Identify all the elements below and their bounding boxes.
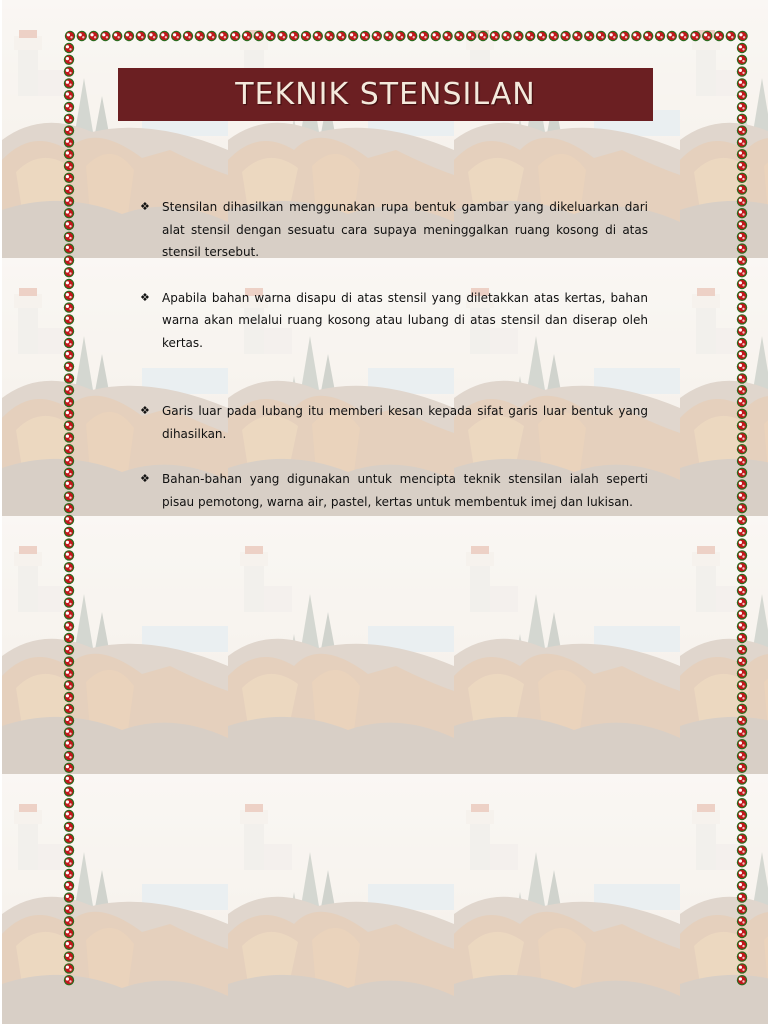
page-title: TEKNIK STENSILAN (235, 77, 536, 112)
list-item (138, 287, 648, 355)
list-item (138, 400, 648, 445)
list-item (138, 468, 648, 513)
list-item (138, 196, 648, 264)
diamond-bullet-icon: ❖ (140, 290, 150, 304)
diamond-bullet-icon: ❖ (140, 404, 150, 417)
bullet-text: Garis luar pada lubang itu memberi kesan kepada sifat garis luar bentuk yang dihasilkan. (162, 404, 648, 441)
bullet-text: Bahan-bahan yang digunakan untuk mencipta teknik stensilan ialah seperti pisau pemotong, warna air, pastel, kertas untuk membentuk imej dan lukisan. (162, 472, 648, 509)
diamond-bullet-icon: ❖ (140, 200, 150, 213)
diamond-bullet-icon: ❖ (140, 472, 150, 485)
bullet-list (138, 196, 648, 513)
bullet-text: Stensilan dihasilkan menggunakan rupa bentuk gambar yang dikeluarkan dari alat stensil dengan sesuatu cara supaya meninggalkan ruang kosong di atas stensil tersebut. (162, 200, 648, 259)
bullet-text: Apabila bahan warna disapu di atas stensil yang diletakkan atas kertas, bahan warna akan melalui ruang kosong atau lubang di atas stensil dan diserap oleh kertas. (162, 290, 648, 350)
title-banner (118, 68, 653, 121)
